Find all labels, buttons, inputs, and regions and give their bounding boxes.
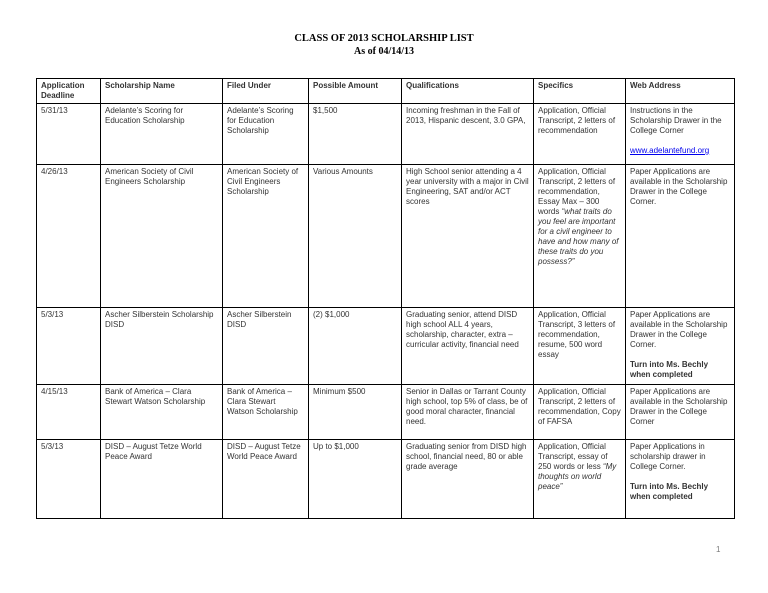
web-address-text: Paper Applications in scholarship drawer in College Corner. xyxy=(630,442,706,471)
specifics-text: Application, Official Transcript, 2 letters of recommendation, Essay Max – 300 words xyxy=(538,167,616,216)
blank-line xyxy=(630,350,730,360)
cell-specifics xyxy=(534,308,626,385)
specifics-text: Application, Official Transcript, 3 letters of recommendation, resume, 500 word essay xyxy=(538,310,616,359)
cell-web-address xyxy=(626,440,735,519)
table-row xyxy=(37,308,735,385)
table-row xyxy=(37,165,735,308)
specifics-text: Application, Official Transcript, 2 letters of recommendation xyxy=(538,106,616,135)
cell-filed-under: Adelante’s Scoring for Education Scholarship xyxy=(223,104,309,165)
cell-filed-under: Bank of America – Clara Stewart Watson Scholarship xyxy=(223,385,309,440)
column-header-3: Possible Amount xyxy=(309,79,402,104)
table-row xyxy=(37,440,735,519)
scholarship-table xyxy=(36,78,735,519)
cell-specifics xyxy=(534,440,626,519)
cell-application-deadline: 4/15/13 xyxy=(37,385,101,440)
web-address-text: Paper Applications are available in the Scholarship Drawer in the College Corner. xyxy=(630,167,728,206)
column-header-0: Application Deadline xyxy=(37,79,101,104)
specifics-text: Application, Official Transcript, essay of 250 words or less xyxy=(538,442,608,471)
cell-web-address xyxy=(626,104,735,165)
column-header-6: Web Address xyxy=(626,79,735,104)
cell-qualifications: Graduating senior from DISD high school, financial need, 80 or able grade average xyxy=(402,440,534,519)
column-header-5: Specifics xyxy=(534,79,626,104)
column-header-4: Qualifications xyxy=(402,79,534,104)
document-title: CLASS OF 2013 SCHOLARSHIP LIST xyxy=(294,33,474,44)
cell-possible-amount: $1,500 xyxy=(309,104,402,165)
cell-qualifications: High School senior attending a 4 year university with a major in Civil Engineering, SAT and/or ACT scores xyxy=(402,165,534,308)
web-link[interactable]: www.adelantefund.org xyxy=(630,146,710,155)
cell-possible-amount: Minimum $500 xyxy=(309,385,402,440)
cell-web-address xyxy=(626,308,735,385)
cell-scholarship-name: Bank of America – Clara Stewart Watson Scholarship xyxy=(101,385,223,440)
web-address-text: Instructions in the Scholarship Drawer in the College Corner xyxy=(630,106,722,135)
cell-application-deadline: 5/31/13 xyxy=(37,104,101,165)
table-header-row xyxy=(37,79,735,104)
blank-line xyxy=(630,136,730,146)
cell-application-deadline: 5/3/13 xyxy=(37,308,101,385)
turn-in-note: Turn into Ms. Bechly when completed xyxy=(630,482,709,501)
web-address-text: Paper Applications are available in the Scholarship Drawer in the College Corner xyxy=(630,387,728,426)
specifics-text: Application, Official Transcript, 2 letters of recommendation, Copy of FAFSA xyxy=(538,387,621,426)
document-header xyxy=(0,0,768,57)
specifics-essay-prompt: “what traits do you feel are important for a civil engineer to have and how many of these traits do you possess?” xyxy=(538,207,619,266)
cell-qualifications: Graduating senior, attend DISD high school ALL 4 years, scholarship, character, extra – curricular activity, financial need xyxy=(402,308,534,385)
cell-possible-amount: (2) $1,000 xyxy=(309,308,402,385)
cell-specifics xyxy=(534,165,626,308)
table-row xyxy=(37,104,735,165)
cell-scholarship-name: American Society of Civil Engineers Scholarship xyxy=(101,165,223,308)
cell-qualifications: Senior in Dallas or Tarrant County high school, top 5% of class, be of good moral character, financial need. xyxy=(402,385,534,440)
cell-web-address xyxy=(626,165,735,308)
cell-possible-amount: Up to $1,000 xyxy=(309,440,402,519)
cell-scholarship-name: DISD – August Tetze World Peace Award xyxy=(101,440,223,519)
document-subtitle: As of 04/14/13 xyxy=(354,46,414,57)
cell-application-deadline: 4/26/13 xyxy=(37,165,101,308)
cell-application-deadline: 5/3/13 xyxy=(37,440,101,519)
turn-in-note: Turn into Ms. Bechly when completed xyxy=(630,360,709,379)
cell-filed-under: American Society of Civil Engineers Scholarship xyxy=(223,165,309,308)
cell-filed-under: DISD – August Tetze World Peace Award xyxy=(223,440,309,519)
cell-specifics xyxy=(534,385,626,440)
column-header-1: Scholarship Name xyxy=(101,79,223,104)
page-number: 1 xyxy=(716,545,721,554)
cell-scholarship-name: Adelante’s Scoring for Education Scholarship xyxy=(101,104,223,165)
table-row xyxy=(37,385,735,440)
cell-qualifications: Incoming freshman in the Fall of 2013, Hispanic descent, 3.0 GPA, xyxy=(402,104,534,165)
cell-specifics xyxy=(534,104,626,165)
specifics-essay-prompt: “My thoughts on world peace” xyxy=(538,462,617,491)
blank-line xyxy=(630,472,730,482)
cell-web-address xyxy=(626,385,735,440)
cell-filed-under: Ascher Silberstein DISD xyxy=(223,308,309,385)
cell-scholarship-name: Ascher Silberstein Scholarship DISD xyxy=(101,308,223,385)
web-address-text: Paper Applications are available in the Scholarship Drawer in the College Corner. xyxy=(630,310,728,349)
cell-possible-amount: Various Amounts xyxy=(309,165,402,308)
column-header-2: Filed Under xyxy=(223,79,309,104)
